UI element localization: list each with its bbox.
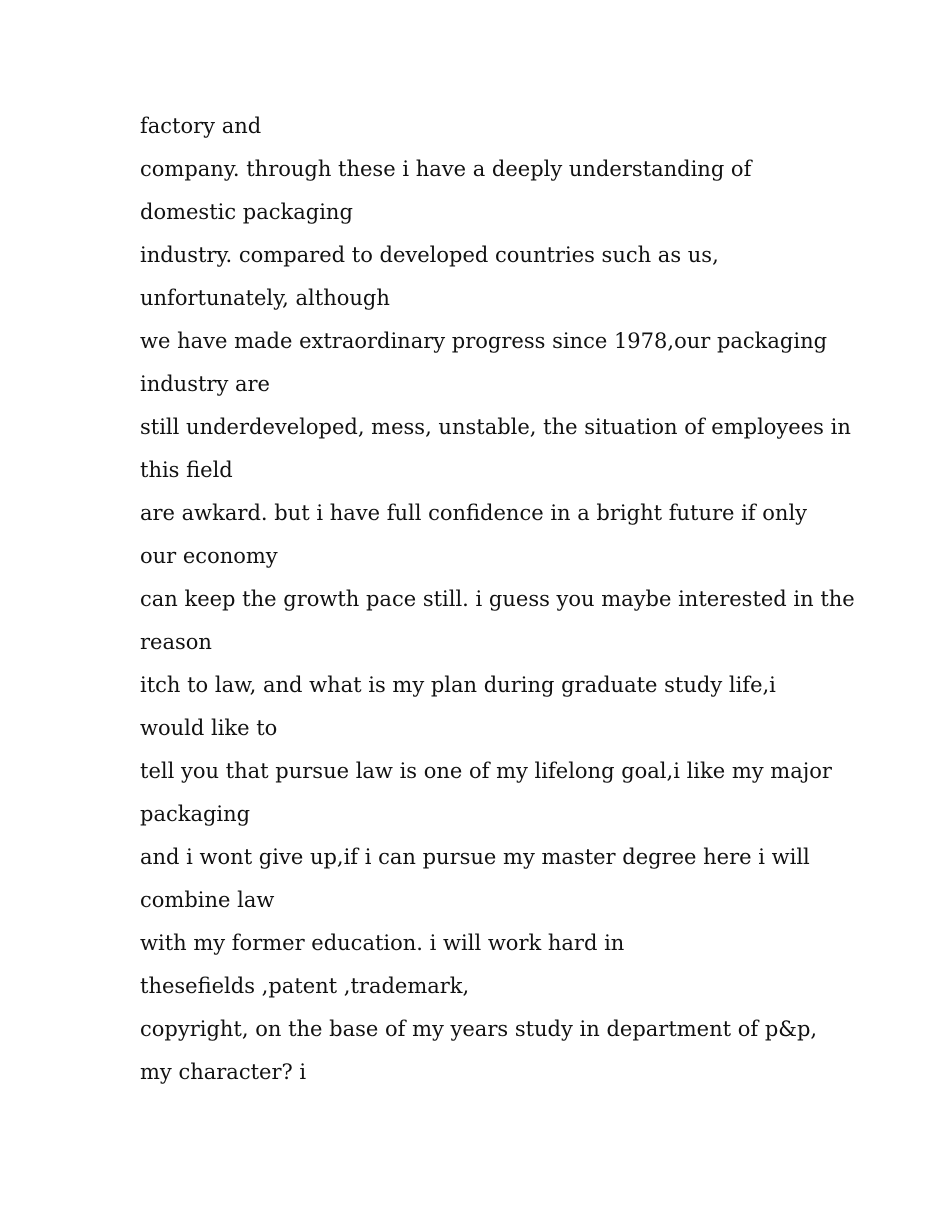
text-line: my character? i	[140, 1060, 307, 1084]
text-line: domestic packaging	[140, 200, 353, 224]
text-line: our economy	[140, 544, 278, 568]
text-line: we have made extraordinary progress since 1978,our packaging	[140, 329, 828, 353]
text-line: reason	[140, 630, 212, 654]
document-body	[140, 105, 855, 1094]
text-line: combine law	[140, 888, 275, 912]
text-line: and i wont give up,if i can pursue my master degree here i will	[140, 845, 810, 869]
text-line: unfortunately, although	[140, 286, 390, 310]
text-line: this field	[140, 458, 233, 482]
text-line: company. through these i have a deeply understanding of	[140, 157, 752, 181]
text-line: industry are	[140, 372, 270, 396]
text-line: itch to law, and what is my plan during graduate study life,i	[140, 673, 776, 697]
text-line: factory and	[140, 114, 262, 138]
text-line: packaging	[140, 802, 251, 826]
text-line: still underdeveloped, mess, unstable, the situation of employees in	[140, 415, 851, 439]
text-line: would like to	[140, 716, 278, 740]
text-line: tell you that pursue law is one of my lifelong goal,i like my major	[140, 759, 832, 783]
text-line: can keep the growth pace still. i guess you maybe interested in the	[140, 587, 855, 611]
text-line: with my former education. i will work hard in	[140, 931, 625, 955]
text-line: copyright, on the base of my years study in department of p&p,	[140, 1017, 818, 1041]
text-line: industry. compared to developed countries such as us,	[140, 243, 719, 267]
text-line: are awkard. but i have full confidence in a bright future if only	[140, 501, 808, 525]
text-line: thesefields ,patent ,trademark,	[140, 974, 470, 998]
